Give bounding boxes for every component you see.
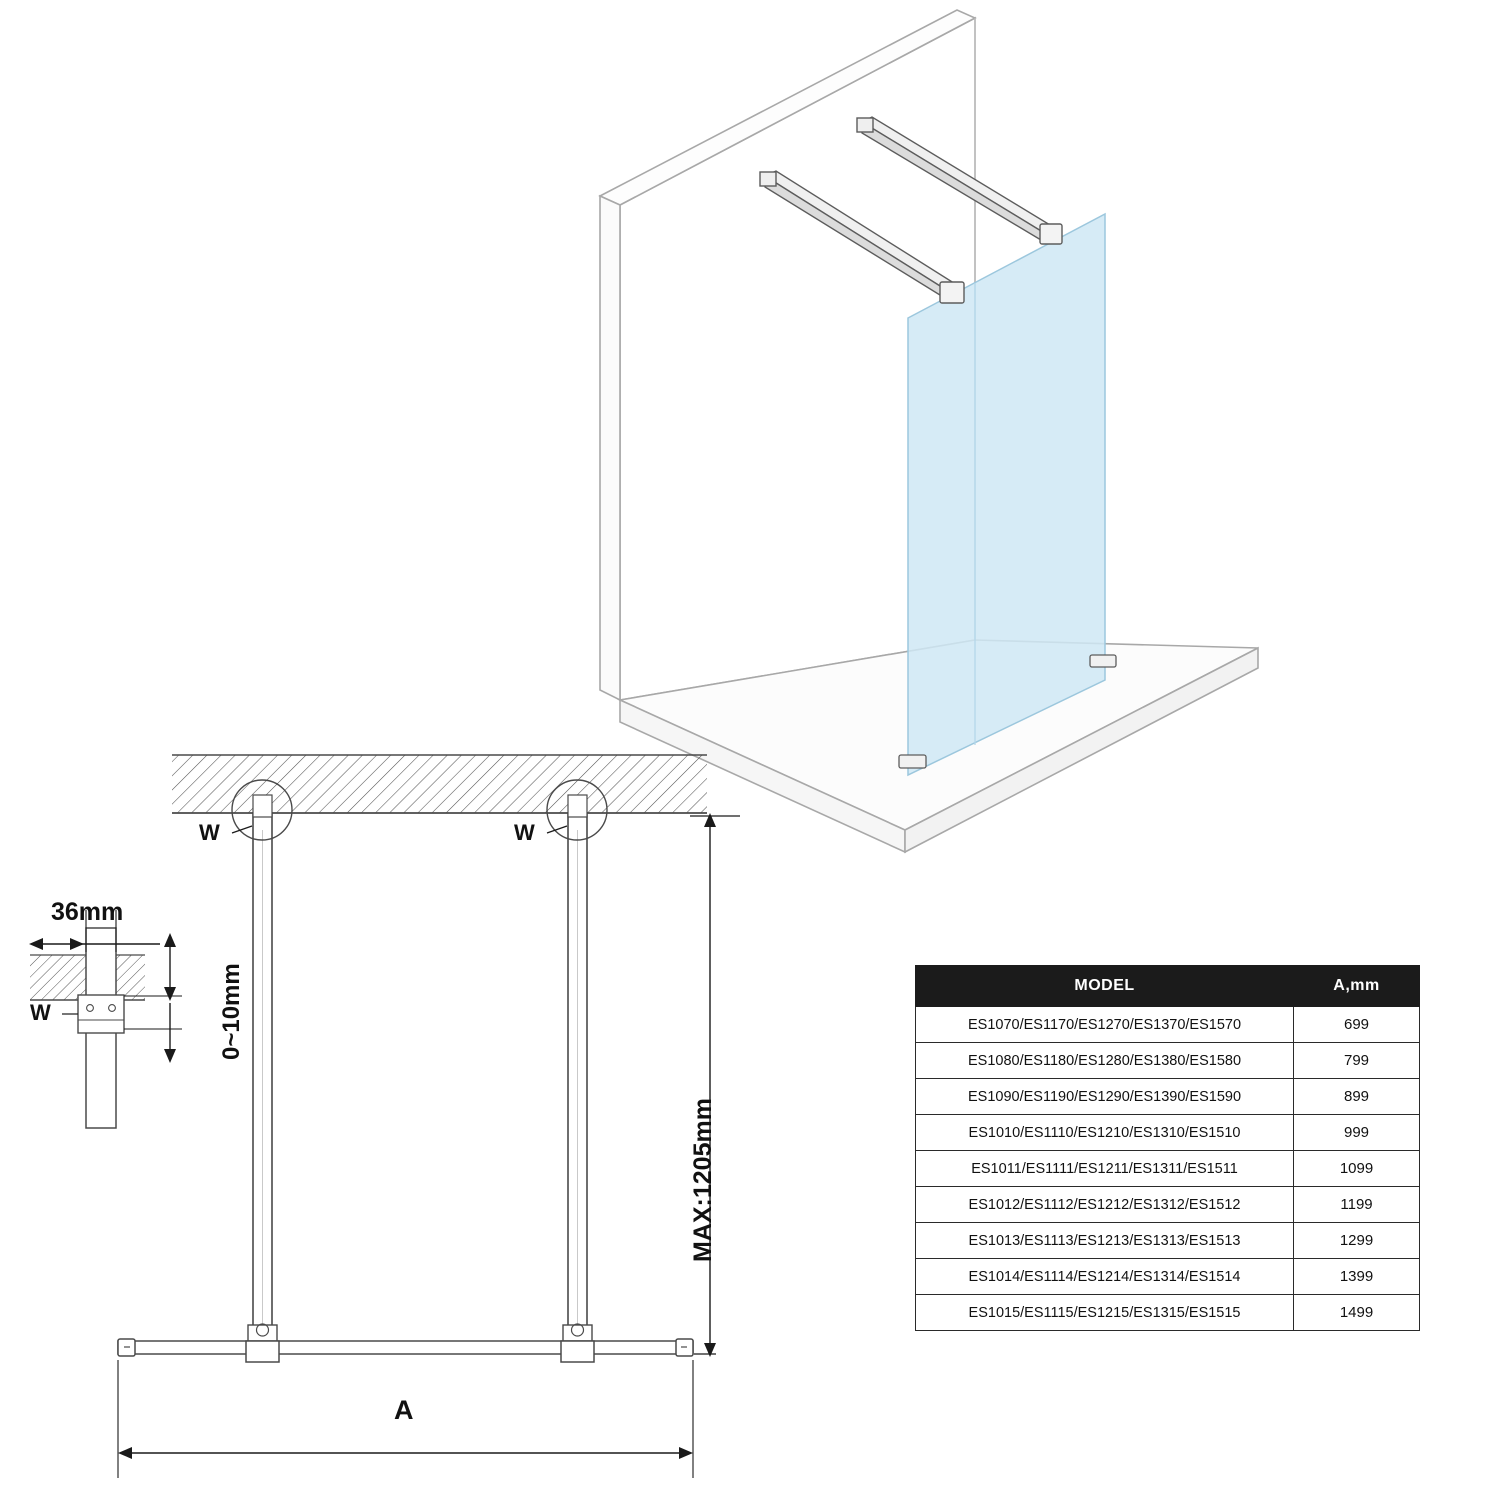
wall-marker-label-2: W <box>514 820 535 845</box>
table-row <box>916 1115 1420 1151</box>
cell-model: ES1013/ES1113/ES1213/ES1313/ES1513 <box>916 1223 1294 1259</box>
table-row <box>916 1223 1420 1259</box>
detail-view <box>29 910 182 1128</box>
cell-a: 1199 <box>1294 1187 1420 1223</box>
cell-a: 699 <box>1294 1007 1420 1043</box>
cell-a: 1099 <box>1294 1151 1420 1187</box>
cell-model: ES1015/ES1115/ES1215/ES1315/ES1515 <box>916 1295 1294 1331</box>
cell-a: 1499 <box>1294 1295 1420 1331</box>
gap-range-label: 0~10mm <box>218 963 245 1060</box>
cell-a: 899 <box>1294 1079 1420 1115</box>
model-spec-table <box>915 965 1420 1331</box>
table-header-a: A,mm <box>1294 966 1420 1007</box>
cell-model: ES1012/ES1112/ES1212/ES1312/ES1512 <box>916 1187 1294 1223</box>
wall-marker-label-3: W <box>30 1000 51 1025</box>
table-row <box>916 1007 1420 1043</box>
cell-a: 1299 <box>1294 1223 1420 1259</box>
table-row <box>916 1079 1420 1115</box>
cell-a: 999 <box>1294 1115 1420 1151</box>
cell-model: ES1090/ES1190/ES1290/ES1390/ES1590 <box>916 1079 1294 1115</box>
table-row <box>916 1043 1420 1079</box>
height-dimension <box>690 813 740 1357</box>
bracket-depth-label: 36mm <box>51 898 124 926</box>
plan-view <box>118 755 740 1478</box>
table-row <box>916 1259 1420 1295</box>
wall-marker-label-1: W <box>199 820 220 845</box>
cell-model: ES1011/ES1111/ES1211/ES1311/ES1511 <box>916 1151 1294 1187</box>
width-label-a: A <box>394 1395 414 1425</box>
cell-a: 799 <box>1294 1043 1420 1079</box>
table-row <box>916 1151 1420 1187</box>
table-row <box>916 1187 1420 1223</box>
cell-a: 1399 <box>1294 1259 1420 1295</box>
table-header-row <box>916 966 1420 1007</box>
cell-model: ES1070/ES1170/ES1270/ES1370/ES1570 <box>916 1007 1294 1043</box>
table-header-model: MODEL <box>916 966 1294 1007</box>
max-height-label: MAX:1205mm <box>689 1098 717 1262</box>
cell-model: ES1080/ES1180/ES1280/ES1380/ES1580 <box>916 1043 1294 1079</box>
cell-model: ES1010/ES1110/ES1210/ES1310/ES1510 <box>916 1115 1294 1151</box>
table-row <box>916 1295 1420 1331</box>
cell-model: ES1014/ES1114/ES1214/ES1314/ES1514 <box>916 1259 1294 1295</box>
